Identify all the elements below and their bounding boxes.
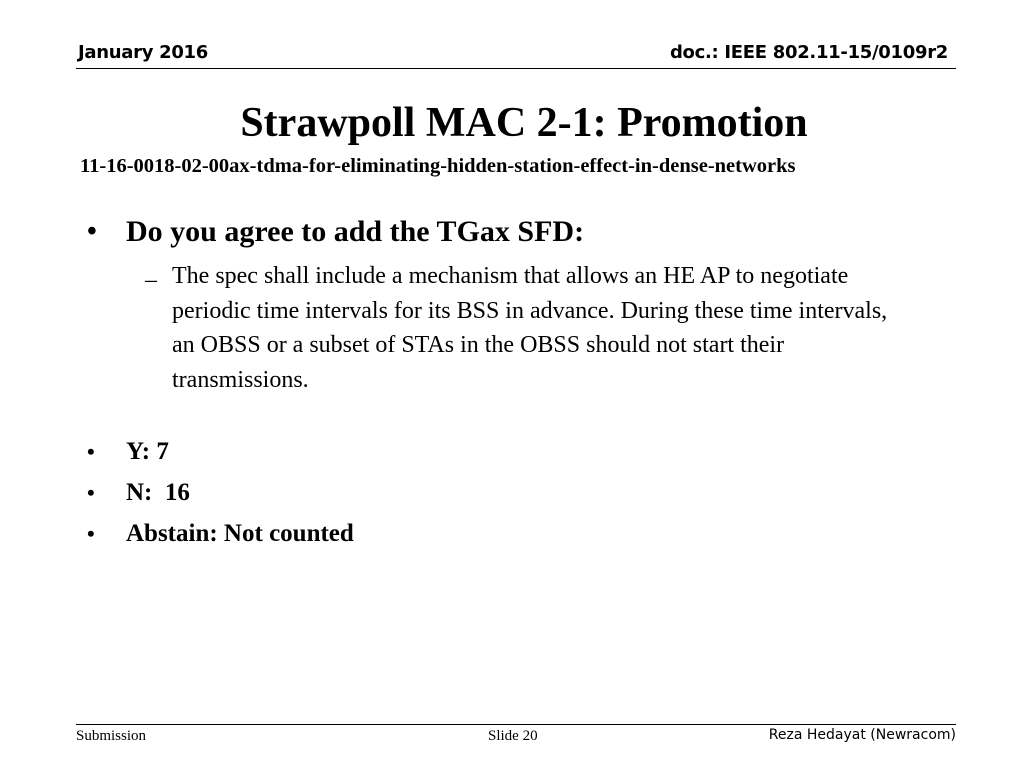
bullet-icon: • (87, 216, 97, 247)
motion-text: The spec shall include a mechanism that allows an HE AP to negotiate periodic time intervals for its BSS in advance. During these time intervals, an OBSS or a subset of STAs in the OBSS should not start their transmissions. (172, 263, 888, 393)
bullet-icon: • (87, 439, 95, 464)
header-divider (76, 68, 956, 69)
footer-slide-number: Slide 20 (488, 728, 538, 744)
bullet-icon: • (87, 480, 95, 505)
header-doc-id: doc.: IEEE 802.11-15/0109r2 (669, 42, 948, 63)
dash-icon: – (145, 267, 157, 293)
vote-no: N: 16 (126, 479, 190, 506)
bullet-icon: • (87, 521, 95, 546)
footer-divider (76, 724, 956, 725)
slide-subtitle: 11-16-0018-02-00ax-tdma-for-eliminating-hidden-station-effect-in-dense-networks (80, 155, 796, 177)
footer-submission: Submission (76, 728, 147, 744)
vote-yes: Y: 7 (126, 438, 169, 465)
footer-author: Reza Hedayat (Newracom) (768, 727, 956, 743)
slide-title: Strawpoll MAC 2-1: Promotion (240, 100, 808, 146)
vote-abstain: Abstain: Not counted (126, 520, 354, 547)
question-text: Do you agree to add the TGax SFD: (126, 215, 585, 248)
header-date: January 2016 (78, 42, 208, 63)
